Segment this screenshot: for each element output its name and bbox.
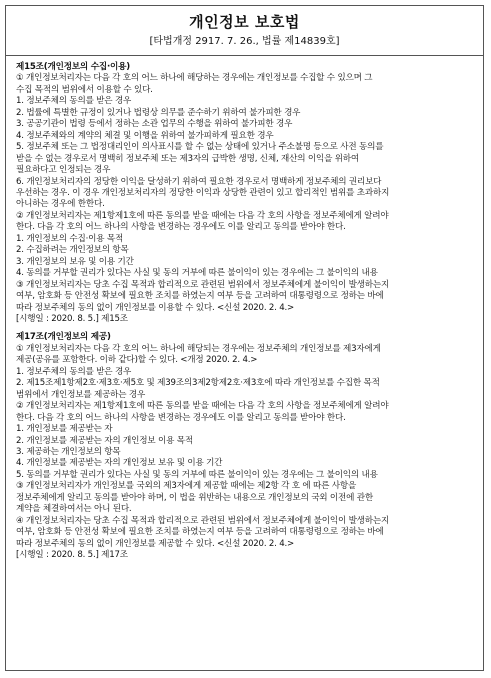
article-15-line: 4. 정보주체와의 계약의 체결 및 이행을 위하여 불가피하게 필요한 경우 [16,130,274,141]
article-15-line: 1. 정보주체의 동의를 받은 경우 [16,96,132,107]
article-15-line: ② 개인정보처리자는 제1항제1호에 따른 동의를 받을 때에는 다음 각 호의 사항을 정보주체에게 알려야 [16,210,389,221]
article-17-line: 2. 개인정보를 제공받는 자의 개인정보 이용 목적 [16,435,193,446]
article-17-line: 제공(공유를 포함한다. 이하 같다)할 수 있다. <개정 2020. 2. 4.> [16,355,258,366]
article-17-line: ① 개인정보처리자는 다음 각 호의 어느 하나에 해당되는 경우에는 정보주체의 개인정보를 제3자에게 [16,343,381,354]
article-15-line: 3. 개인정보의 보유 및 이용 기간 [16,256,134,267]
article-15-line: 수집 목적의 범위에서 이용할 수 있다. [16,84,153,95]
article-15-line: 우선하는 경우. 이 경우 개인정보처리자의 정당한 이익과 상당한 관련이 있고 합리적인 범위를 초과하지 [16,187,390,198]
article-15-line: 5. 정보주체 또는 그 법정대리인이 의사표시를 할 수 없는 상태에 있거나 주소불명 등으로 사전 동의를 [16,142,384,153]
article-17-line: 4. 개인정보를 제공받는 자의 개인정보 보유 및 이용 기간 [16,458,223,469]
article-17-line: 정보주체에게 알리고 동의를 받아야 하며, 이 법을 위반하는 내용으로 개인정보의 국외 이전에 관한 [16,492,373,503]
article-17-line: 3. 제공하는 개인정보의 항목 [16,446,121,457]
article-15-line: 1. 개인정보의 수집·이용 목적 [16,233,124,244]
document-body [6,56,483,561]
law-document [5,5,484,671]
article-15-line: 아니하는 경우에 한한다. [16,199,105,210]
document-header [6,6,483,56]
article-17-line: 계약을 체결하여서는 아니 된다. [16,504,132,515]
article-17-line: 1. 개인정보를 제공받는 자 [16,424,113,435]
document-title: 개인정보 보호법 [189,13,300,31]
article-17-effective-date: [시행일 : 2020. 8. 5.] 제17조 [16,550,128,561]
article-15-line: 3. 공공기관이 법령 등에서 정하는 소관 업무의 수행을 위하여 불가피한 경우 [16,119,293,130]
article-17-title: 제17조(개인정보의 제공) [16,332,111,343]
article-15-effective-date: [시행일 : 2020. 8. 5.] 제15조 [16,313,128,324]
article-17-line: 따라 정보주체의 동의 없이 개인정보를 제공할 수 있다. <신설 2020. 2. 4.> [16,538,295,549]
article-17-line: 범위에서 개인정보를 제공하는 경우 [16,389,146,400]
article-15-title: 제15조(개인정보의 수집·이용) [16,62,130,72]
article-15-line: 필요하다고 인정되는 경우 [16,165,111,176]
article-17-line: 5. 동의를 거부할 권리가 있다는 사실 및 동의 거부에 따른 불이익이 있는 경우에는 그 불이익의 내용 [16,469,378,480]
article-15-line: 한다. 다음 각 호의 어느 하나의 사항을 변경하는 경우에도 이를 알리고 동의를 받아야 한다. [16,222,346,233]
article-15-line: 2. 수집하려는 개인정보의 항목 [16,245,129,256]
article-15-line: 여부, 암호화 등 안전성 확보에 필요한 조치를 하였는지 여부 등을 고려하여 대통령령으로 정하는 바에 [16,291,384,302]
article-15-line: 따라 정보주체의 동의 없이 개인정보를 이용할 수 있다. <신설 2020. 2. 4.> [16,302,295,313]
article-17-line: 한다. 다음 각 호의 어느 하나의 사항을 변경하는 경우에도 이를 알리고 동의를 받아야 한다. [16,412,346,423]
article-17 [16,332,475,561]
article-17-line: 2. 제15조제1항제2호·제3호·제5호 및 제39조의3제2항제2호·제3호에 따라 개인정보를 수집한 목적 [16,378,380,389]
article-15 [16,62,475,325]
article-15-line: ① 개인정보처리자는 다음 각 호의 어느 하나에 해당하는 경우에는 개인정보를 수집할 수 있으며 그 [16,73,373,84]
article-15-line: 받을 수 없는 경우로서 명백히 정보주체 또는 제3자의 급박한 생명, 신체, 재산의 이익을 위하여 [16,153,360,164]
article-17-line: ② 개인정보처리자는 제1항제1호에 따른 동의를 받을 때에는 다음 각 호의 사항을 정보주체에게 알려야 [16,401,389,412]
article-15-line: 6. 개인정보처리자의 정당한 이익을 달성하기 위하여 필요한 경우로서 명백하게 정보주체의 권리보다 [16,176,382,187]
article-17-line: ④ 개인정보처리자는 당초 수집 목적과 합리적으로 관련된 범위에서 정보주체에게 불이익이 발생하는지 [16,515,390,526]
document-subtitle: [타법개정 2917. 7. 26., 법률 제14839호] [149,36,340,47]
article-15-line: ③ 개인정보처리자는 당초 수집 목적과 합리적으로 관련된 범위에서 정보주체에게 불이익이 발생하는지 [16,279,390,290]
article-17-line: 여부, 암호화 등 안전성 확보에 필요한 조치를 하였는지 여부 등을 고려하여 대통령령으로 정하는 바에 [16,527,384,538]
article-15-line: 2. 법률에 특별한 규정이 있거나 법령상 의무를 준수하기 위하여 불가피한 경우 [16,107,301,118]
article-15-line: 4. 동의를 거부할 권리가 있다는 사실 및 동의 거부에 따른 불이익이 있는 경우에는 그 불이익의 내용 [16,268,378,279]
article-17-line: 1. 정보주체의 동의를 받은 경우 [16,366,132,377]
article-17-line: ③ 개인정보처리자가 개인정보를 국외의 제3자에게 제공할 때에는 제2항 각 호 에 따른 사항을 [16,481,357,492]
